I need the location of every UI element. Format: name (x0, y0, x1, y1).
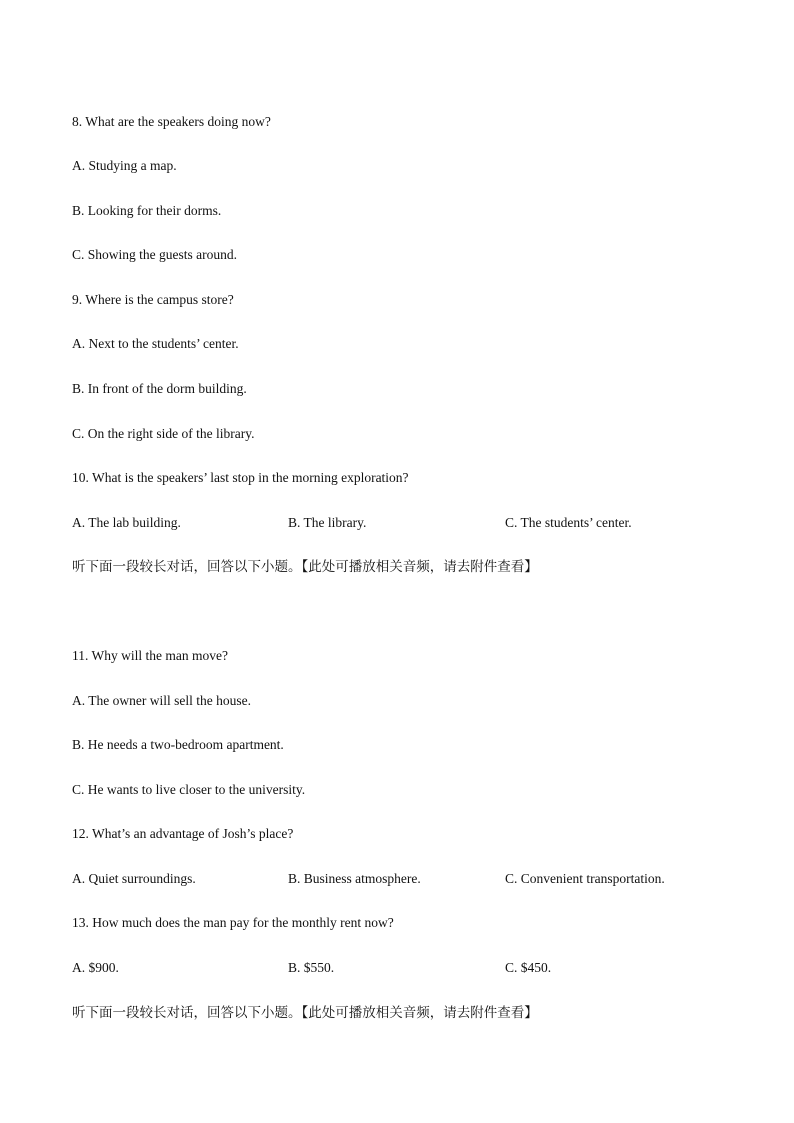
question-11-option-c: C. He wants to live closer to the university. (72, 782, 306, 797)
question-8-option-a: A. Studying a map. (72, 158, 177, 173)
listening-instruction: 听下面一段较长对话，回答以下小题。【此处可播放相关音频，请去附件查看】 (72, 559, 538, 575)
question-9-stem: 9. Where is the campus store? (72, 292, 234, 307)
question-9-option-b: B. In front of the dorm building. (72, 381, 247, 396)
question-12-stem: 12. What’s an advantage of Josh’s place? (72, 826, 294, 841)
question-10-stem: 10. What is the speakers’ last stop in the morning exploration? (72, 470, 409, 485)
question-10-option-c: C. The students’ center. (505, 515, 632, 530)
question-8-option-c: C. Showing the guests around. (72, 247, 237, 262)
question-12-option-a: A. Quiet surroundings. (72, 871, 196, 886)
question-12-option-b: B. Business atmosphere. (288, 871, 421, 886)
question-13-option-a: A. $900. (72, 960, 119, 975)
question-12-option-c: C. Convenient transportation. (505, 871, 665, 886)
question-8-stem: 8. What are the speakers doing now? (72, 114, 271, 129)
question-13-option-c: C. $450. (505, 960, 552, 975)
question-8-option-b: B. Looking for their dorms. (72, 203, 222, 218)
listening-instruction: 听下面一段较长对话，回答以下小题。【此处可播放相关音频，请去附件查看】 (72, 1005, 538, 1021)
question-13-stem: 13. How much does the man pay for the monthly rent now? (72, 915, 394, 930)
question-13-option-b: B. $550. (288, 960, 335, 975)
question-10-options (0, 515, 794, 531)
question-12-options (0, 871, 794, 887)
question-13-options (0, 960, 794, 976)
question-9-option-a: A. Next to the students’ center. (72, 336, 239, 351)
question-11-stem: 11. Why will the man move? (72, 648, 228, 663)
question-11-option-b: B. He needs a two-bedroom apartment. (72, 737, 284, 752)
question-9-option-c: C. On the right side of the library. (72, 426, 255, 441)
question-10-option-b: B. The library. (288, 515, 367, 530)
question-11-option-a: A. The owner will sell the house. (72, 693, 251, 708)
question-10-option-a: A. The lab building. (72, 515, 181, 530)
